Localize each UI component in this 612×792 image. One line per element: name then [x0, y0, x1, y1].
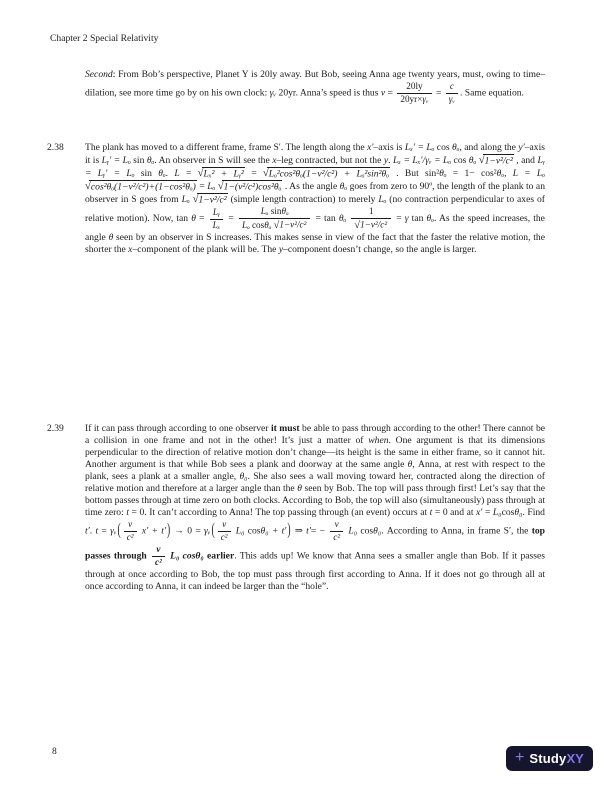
close-paren: ) — [287, 520, 291, 541]
text-run: . She also sees a wall moving toward her, contracted along the direction of relative motion and therefore at a larger angle than the — [85, 471, 545, 494]
radicand: cos²θₒ(1−v²/c²)+(1−cos²θₒ) — [90, 181, 196, 192]
text-run: , and along the — [459, 142, 519, 153]
text-run: → 0 = — [171, 525, 205, 537]
open-paren: ( — [211, 520, 215, 541]
text-run: θₒ — [452, 142, 460, 153]
text-run: v — [334, 519, 339, 529]
radical-icon: √ — [197, 167, 204, 179]
text-run: = — [385, 87, 396, 99]
text-run: L₀ — [166, 550, 183, 562]
text-run: . Same equation. — [460, 87, 524, 99]
text-run: (simple length contraction) to merely — [227, 194, 379, 205]
text-run: top passes through — [85, 525, 546, 562]
text-run: L₀ — [345, 525, 358, 537]
open-paren: ( — [117, 520, 121, 541]
fraction-denominator — [124, 532, 137, 543]
text-run: θ₀ — [373, 525, 382, 537]
text-run: = 0 and at — [432, 507, 477, 518]
text-run: γᵥ — [448, 93, 455, 104]
text-run: Lₓ′ = Lₒ — [404, 142, 435, 153]
fraction — [351, 207, 391, 231]
text-run: = — [195, 213, 208, 225]
text-run: goes from zero to 90º, the length of the plank to an observer in S goes from — [85, 181, 545, 205]
radicand: Lₓ² + Lᵧ² — [203, 168, 244, 179]
text-run: = — [225, 213, 237, 225]
text-run: θₒ — [439, 168, 447, 179]
text-run: . An observer in S will see the — [154, 155, 273, 166]
text-run: be able to pass through according to the other! There cannot be a collision in one frame and not in the other! It’s just a matter of — [85, 423, 545, 446]
fraction-denominator — [210, 220, 224, 231]
fraction — [152, 545, 165, 568]
fraction-denominator — [239, 219, 310, 231]
text-run: θₒ — [146, 155, 155, 166]
text-run: t′ — [306, 525, 311, 537]
sqrt-expression — [274, 220, 308, 230]
plus-icon: + — [515, 748, 525, 766]
problem-2-38 — [47, 142, 545, 256]
text-run: = tan — [312, 213, 339, 225]
text-run: cos — [244, 525, 261, 537]
text-run: γᵥ — [422, 93, 429, 104]
text-run: θ₀ — [514, 507, 523, 518]
radical-icon: √ — [478, 154, 485, 166]
fraction-numerator — [446, 82, 458, 94]
text-run: = — [179, 168, 198, 179]
fraction — [330, 520, 343, 543]
text-run: t — [429, 507, 433, 518]
text-run: c — [449, 81, 454, 91]
text-run: t — [95, 525, 99, 537]
text-run: θₒ — [338, 213, 347, 225]
text-run: v — [156, 543, 161, 554]
fraction-numerator — [152, 545, 165, 557]
text-run: –axis is — [373, 142, 405, 153]
text-run: θ — [108, 232, 114, 244]
text-run: . — [165, 168, 175, 179]
text-run: θ₀ + t′ — [260, 525, 287, 537]
sqrt-expression — [218, 181, 283, 192]
fraction-denominator — [152, 557, 165, 568]
text-run: y′ — [518, 142, 525, 153]
text-run: Lₒ — [241, 219, 250, 230]
radical-icon: √ — [85, 180, 91, 192]
text-run: it must — [270, 423, 300, 434]
logo-text-primary: Study — [529, 751, 567, 766]
fraction-numerator — [397, 82, 431, 94]
text-run: c² — [220, 531, 228, 542]
text-run: . This adds up! We know that Anna sees a smaller angle than Bob. If it passes through at once according to Bob, the top must pass through first according to Anna. If it does not go through all at once according to Anna, it can indeed be larger than the “hole”. — [85, 550, 545, 592]
close-paren: ) — [166, 520, 171, 541]
text-run: θₒ — [158, 168, 166, 179]
logo-text-accent: XY — [566, 751, 584, 766]
text-run: Lᵧ′ = Lₒ — [101, 155, 131, 166]
studyxy-logo — [506, 746, 593, 771]
text-run: . One argument is that its dimensions perpendicular to the direction of relative motion don’t change—its height is the same in either frame, so it cannot hit. Another argument is that while Bob sees a plank and doorway at the same angle — [85, 435, 545, 470]
radical-icon: √ — [273, 219, 280, 231]
text-run: : From Bob’s perspective, Planet Y is 20ly away. But Bob, seeing Anna age twenty years, must, owing to time–dilation, see more time go by on his own clock: — [85, 69, 545, 99]
fraction — [124, 520, 137, 543]
text-run: –leg contracted, but not the — [276, 155, 384, 166]
text-run: . According to Anna, in frame S′, the — [381, 525, 532, 537]
text-run: c² — [126, 531, 134, 542]
text-run: θₒ — [339, 181, 348, 192]
radicand: 1−(v²/c²)cos²θₒ — [223, 181, 282, 192]
text-run: –axis it is — [85, 142, 545, 166]
text-run: γᵥ — [269, 87, 277, 99]
text-run: Lₒ — [181, 194, 190, 205]
text-run: c² — [155, 556, 162, 567]
sqrt-expression — [85, 181, 197, 192]
text-run: Lₓ = Lₓ′/γᵥ = Lₒ — [392, 155, 452, 166]
text-run: = — [482, 507, 493, 518]
problem-2-39 — [47, 423, 545, 593]
text-run: x′ + t′ — [138, 525, 166, 537]
text-run: . But sin² — [389, 168, 440, 179]
text-run: (no contraction perpendicular to axes of relative motion). Now, tan — [85, 194, 545, 225]
text-run: Lᵧ = Lᵧ′ = Lₒ — [85, 155, 545, 179]
radicand: 1−v²/c² — [360, 219, 388, 230]
text-run: L = Lₒ — [512, 168, 545, 179]
fraction — [218, 520, 231, 543]
text-run: γᵥ — [204, 525, 211, 537]
text-run: sin — [268, 206, 282, 216]
problem-text-2-39 — [85, 423, 545, 593]
text-run: c² — [333, 531, 341, 542]
text-run: = — [196, 181, 208, 192]
radical-icon: √ — [354, 219, 361, 231]
text-run: 20yr× — [400, 93, 423, 104]
text-run: = — [244, 168, 263, 179]
text-run: . — [388, 155, 393, 166]
text-run — [346, 213, 349, 224]
fraction-numerator — [330, 520, 343, 532]
paragraph-second — [85, 69, 545, 106]
text-run: θₒ — [496, 168, 505, 179]
fraction-numerator — [124, 520, 137, 532]
text-run: θ — [407, 459, 413, 470]
radicand: Lₒ²cos²θₒ(1−v²/c²) + Lₒ²sin²θₒ — [268, 168, 389, 179]
sqrt-expression — [198, 168, 245, 179]
radical-icon: √ — [217, 180, 224, 192]
text-run: = 0. It can’t according to Anna! The top passing through (an event) occurs at — [128, 507, 430, 518]
text-run: θ₀ — [239, 471, 248, 482]
radicand: 1−v²/c² — [198, 194, 227, 205]
fraction-numerator — [210, 208, 224, 220]
text-run: x′ — [367, 142, 374, 153]
text-run: when — [368, 435, 389, 446]
text-run: sin — [130, 155, 147, 166]
text-run: cos — [357, 525, 374, 537]
fraction-denominator — [330, 532, 343, 543]
text-run: t — [126, 507, 129, 518]
text-run: = — [393, 213, 405, 225]
text-run: , and — [513, 155, 538, 166]
text-run: x — [272, 155, 277, 166]
text-run: L₀ — [232, 525, 245, 537]
fraction-numerator — [351, 207, 391, 219]
text-run: . — [89, 525, 96, 537]
text-run: = — [98, 525, 111, 537]
text-run: seen by an observer in S increases. This makes sense in view of the fact that the faster the relative motion, the shorter the — [85, 232, 545, 256]
text-run: Second — [85, 69, 113, 80]
text-run: ⇒ — [291, 525, 307, 537]
fraction-denominator — [446, 94, 458, 105]
text-run: cos — [434, 142, 452, 153]
text-run: If it can pass through according to one observer — [85, 423, 271, 434]
text-run: θₒ — [281, 206, 289, 216]
text-run: θₒ — [468, 155, 477, 166]
sqrt-expression — [263, 168, 390, 179]
text-run: earlier — [203, 550, 235, 562]
problem-number-2-39: 2.39 — [47, 423, 64, 434]
text-run: = — [433, 87, 444, 99]
radicand: 1−v²/c² — [279, 219, 307, 230]
fraction-denominator — [397, 94, 431, 105]
text-run: θ — [191, 213, 196, 225]
text-run: x′ — [476, 507, 483, 518]
fraction — [397, 82, 431, 105]
page-number: 8 — [52, 746, 57, 757]
text-run: v — [380, 87, 386, 99]
fraction — [446, 82, 458, 105]
text-run: θₒ — [264, 219, 272, 230]
text-run: , — [504, 168, 513, 179]
text-run: 20ly — [406, 81, 423, 91]
text-run: , Anna, at rest with respect to the plank, sees a plank at a smaller angle, — [85, 459, 546, 482]
text-run: cos — [501, 507, 515, 518]
text-run: cosθ₀ — [182, 550, 204, 562]
text-run: = − — [310, 525, 329, 537]
text-run: θₒ — [426, 213, 434, 225]
text-run: Lₓ — [212, 219, 221, 230]
page-header-title: Chapter 2 Special Relativity — [50, 33, 159, 44]
sqrt-expression — [193, 194, 228, 205]
text-run: 1 — [368, 206, 374, 216]
fraction-numerator — [239, 207, 310, 219]
fraction — [210, 208, 224, 231]
radical-icon: √ — [262, 167, 269, 179]
text-run: Lₒ — [378, 194, 387, 205]
text-run: –component doesn’t change, so the angle is larger. — [283, 244, 477, 256]
fraction-denominator — [351, 219, 391, 231]
text-run: tan — [408, 213, 427, 225]
fraction — [239, 207, 310, 231]
text-run: Lₒ — [207, 181, 216, 192]
text-run: cos — [451, 155, 469, 166]
sqrt-expression — [479, 155, 514, 166]
text-run: 20yr. Anna’s speed is thus — [276, 87, 381, 99]
radicand: 1−v²/c² — [484, 155, 513, 166]
text-run: –component of the plank will be. The — [132, 244, 279, 256]
text-run: . As the angle — [282, 181, 340, 192]
sqrt-expression — [354, 220, 388, 230]
text-run: v — [222, 519, 227, 529]
text-run: cos — [249, 219, 265, 230]
text-run: L₀ — [492, 507, 502, 518]
problem-number-2-38: 2.38 — [47, 142, 64, 153]
text-run: γ — [404, 213, 409, 225]
text-run: The plank has moved to a different frame, frame S′. The length along the — [85, 142, 368, 153]
text-run: y — [278, 244, 284, 256]
fraction-denominator — [218, 532, 231, 543]
text-run: γᵥ — [110, 525, 117, 537]
fraction-numerator — [218, 520, 231, 532]
text-run: Lₒ — [260, 206, 269, 216]
text-run: θ — [297, 483, 302, 494]
text-run: . As the speed increases, the angle — [85, 213, 545, 244]
text-run: seen by Bob. The top will pass through first! Let’s say that the bottom passes through at time zero on both clocks. According to Bob, the top will also (simultaneously) pass through at time zero: — [85, 483, 546, 518]
text-run: = 1− cos² — [446, 168, 497, 179]
radical-icon: √ — [192, 193, 199, 205]
problem-text-2-38 — [85, 142, 545, 256]
text-run: y — [383, 155, 389, 166]
text-run: x — [128, 244, 133, 256]
text-run: Lᵧ — [212, 206, 221, 217]
text-run: sin — [134, 168, 159, 179]
text-run: t′ — [85, 525, 90, 537]
text-run: . Find — [522, 507, 545, 518]
text-run: L — [174, 168, 180, 179]
text-run: v — [128, 519, 133, 529]
